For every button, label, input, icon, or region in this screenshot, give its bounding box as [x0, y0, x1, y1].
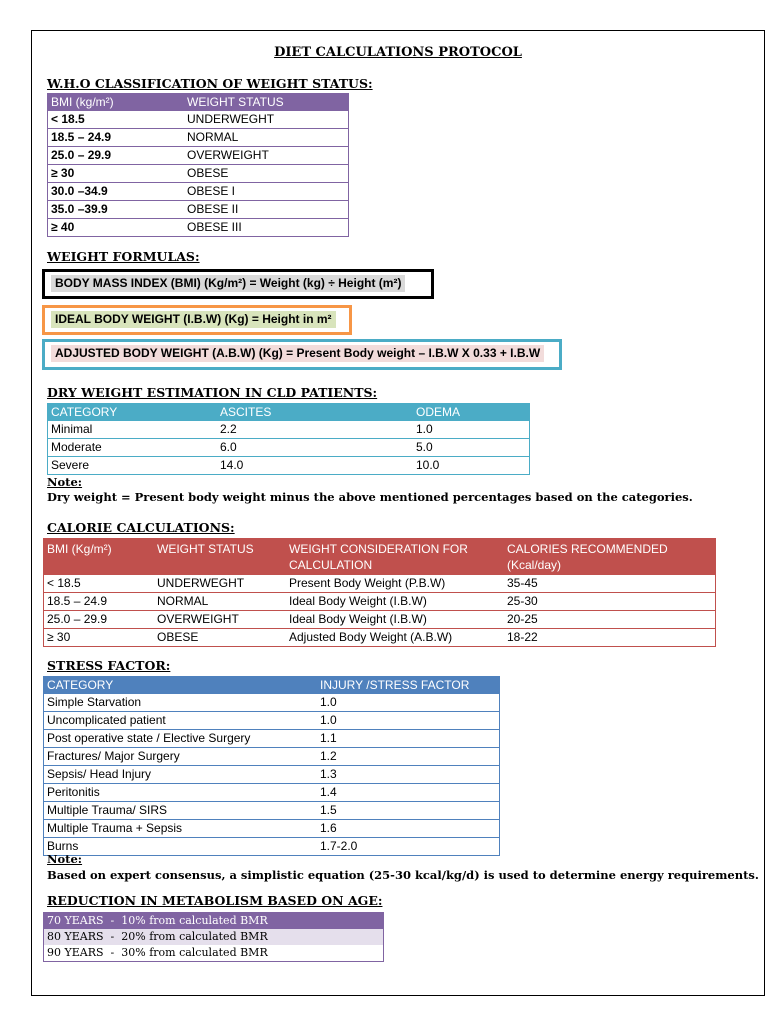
dry-note-label: Note:: [47, 475, 83, 489]
bmi-cell: < 18.5: [48, 111, 185, 129]
category-cell: Post operative state / Elective Surgery: [44, 730, 318, 748]
category-cell: Sepsis/ Head Injury: [44, 766, 318, 784]
abw-formula: ADJUSTED BODY WEIGHT (A.B.W) (Kg) = Present Body weight – I.B.W X 0.33 + I.B.W: [51, 345, 544, 362]
bmi-formula-box: [42, 269, 434, 299]
status-cell: NORMAL: [154, 593, 286, 611]
bmi-formula: BODY MASS INDEX (BMI) (Kg/m²) = Weight (kg) ÷ Height (m²): [51, 275, 405, 292]
factor-cell: 1.0: [317, 712, 500, 730]
table-row: [48, 147, 349, 165]
odema-cell: 5.0: [413, 439, 530, 457]
calories-cell: 35-45: [504, 575, 716, 593]
calorie-col-recommended: CALORIES RECOMMENDED (Kcal/day): [504, 539, 716, 576]
status-cell: NORMAL: [184, 129, 349, 147]
factor-cell: 1.0: [317, 694, 500, 712]
stress-table: [43, 676, 500, 856]
category-cell: Multiple Trauma + Sepsis: [44, 820, 318, 838]
stress-heading: STRESS FACTOR:: [47, 658, 171, 673]
category-cell: Simple Starvation: [44, 694, 318, 712]
calorie-col-status: WEIGHT STATUS: [154, 539, 286, 576]
age-heading: REDUCTION IN METABOLISM BASED ON AGE:: [47, 893, 383, 908]
bmi-cell: 30.0 –34.9: [48, 183, 185, 201]
table-row: [44, 712, 500, 730]
odema-cell: 1.0: [413, 421, 530, 439]
ibw-formula: IDEAL BODY WEIGHT (I.B.W) (Kg) = Height in m²: [51, 311, 336, 328]
table-row: [48, 219, 349, 237]
table-row: [48, 129, 349, 147]
stress-note-label: Note:: [47, 852, 83, 866]
category-cell: Multiple Trauma/ SIRS: [44, 802, 318, 820]
dry-table: [47, 403, 530, 475]
calories-cell: 18-22: [504, 629, 716, 647]
formulas-heading: WEIGHT FORMULAS:: [47, 249, 200, 264]
stress-col-factor: INJURY /STRESS FACTOR: [317, 677, 500, 695]
category-cell: Severe: [48, 457, 218, 475]
table-row: [44, 802, 500, 820]
table-row: [48, 165, 349, 183]
factor-cell: 1.7-2.0: [317, 838, 500, 856]
who-col-status: WEIGHT STATUS: [184, 94, 349, 112]
table-row: [48, 439, 530, 457]
table-row: [44, 575, 716, 593]
table-row: [48, 457, 530, 475]
abw-formula-box: [42, 339, 562, 370]
table-row: [44, 694, 500, 712]
table-row: [48, 201, 349, 219]
dry-col-odema: ODEMA: [413, 404, 530, 422]
table-row: [44, 929, 384, 945]
bmi-cell: 18.5 – 24.9: [44, 593, 155, 611]
status-cell: OVERWEIGHT: [184, 147, 349, 165]
status-cell: OVERWEIGHT: [154, 611, 286, 629]
category-cell: Uncomplicated patient: [44, 712, 318, 730]
consideration-cell: Present Body Weight (P.B.W): [286, 575, 504, 593]
table-row: [44, 784, 500, 802]
odema-cell: 10.0: [413, 457, 530, 475]
dry-col-category: CATEGORY: [48, 404, 218, 422]
dry-note-text: Dry weight = Present body weight minus the above mentioned percentages based on the categories.: [47, 490, 693, 504]
bmi-cell: ≥ 40: [48, 219, 185, 237]
document-page: [31, 30, 765, 996]
factor-cell: 1.4: [317, 784, 500, 802]
page-title: DIET CALCULATIONS PROTOCOL: [274, 45, 522, 60]
calorie-heading: CALORIE CALCULATIONS:: [47, 520, 235, 535]
who-heading: W.H.O CLASSIFICATION OF WEIGHT STATUS:: [47, 76, 373, 91]
dry-col-ascites: ASCITES: [217, 404, 413, 422]
consideration-cell: Adjusted Body Weight (A.B.W): [286, 629, 504, 647]
status-cell: UNDERWEGHT: [184, 111, 349, 129]
table-row: [44, 748, 500, 766]
table-row: [48, 421, 530, 439]
factor-cell: 1.5: [317, 802, 500, 820]
bmi-cell: 18.5 – 24.9: [48, 129, 185, 147]
category-cell: Moderate: [48, 439, 218, 457]
who-col-bmi: BMI (kg/m²): [48, 94, 185, 112]
table-row: [48, 183, 349, 201]
who-table: [47, 93, 349, 237]
bmi-cell: ≥ 30: [44, 629, 155, 647]
dry-heading: DRY WEIGHT ESTIMATION IN CLD PATIENTS:: [47, 385, 378, 400]
status-cell: OBESE I: [184, 183, 349, 201]
ibw-formula-box: [42, 305, 352, 335]
age-table: [43, 912, 384, 962]
ascites-cell: 14.0: [217, 457, 413, 475]
calories-cell: 25-30: [504, 593, 716, 611]
status-cell: OBESE: [184, 165, 349, 183]
table-row: [44, 611, 716, 629]
consideration-cell: Ideal Body Weight (I.B.W): [286, 593, 504, 611]
calorie-table: [43, 538, 716, 647]
calories-cell: 20-25: [504, 611, 716, 629]
status-cell: OBESE III: [184, 219, 349, 237]
factor-cell: 1.2: [317, 748, 500, 766]
ascites-cell: 6.0: [217, 439, 413, 457]
stress-col-category: CATEGORY: [44, 677, 318, 695]
bmi-cell: < 18.5: [44, 575, 155, 593]
category-cell: Peritonitis: [44, 784, 318, 802]
table-row: [44, 838, 500, 856]
category-cell: Fractures/ Major Surgery: [44, 748, 318, 766]
factor-cell: 1.1: [317, 730, 500, 748]
ascites-cell: 2.2: [217, 421, 413, 439]
stress-note-text: Based on expert consensus, a simplistic equation (25-30 kcal/kg/d) is used to determine energy requirements.: [47, 868, 759, 882]
table-row: [44, 913, 384, 930]
factor-cell: 1.3: [317, 766, 500, 784]
category-cell: Burns: [44, 838, 318, 856]
bmi-cell: 35.0 –39.9: [48, 201, 185, 219]
age-cell: 80 YEARS - 20% from calculated BMR: [44, 929, 384, 945]
bmi-cell: 25.0 – 29.9: [48, 147, 185, 165]
table-row: [44, 629, 716, 647]
consideration-cell: Ideal Body Weight (I.B.W): [286, 611, 504, 629]
table-row: [44, 730, 500, 748]
status-cell: UNDERWEGHT: [154, 575, 286, 593]
age-cell: 70 YEARS - 10% from calculated BMR: [44, 913, 384, 930]
category-cell: Minimal: [48, 421, 218, 439]
table-row: [48, 111, 349, 129]
status-cell: OBESE II: [184, 201, 349, 219]
table-row: [44, 766, 500, 784]
calorie-col-bmi: BMI (Kg/m²): [44, 539, 155, 576]
table-row: [44, 593, 716, 611]
bmi-cell: ≥ 30: [48, 165, 185, 183]
table-row: [44, 945, 384, 962]
calorie-col-consideration: WEIGHT CONSIDERATION FOR CALCULATION: [286, 539, 504, 576]
bmi-cell: 25.0 – 29.9: [44, 611, 155, 629]
factor-cell: 1.6: [317, 820, 500, 838]
status-cell: OBESE: [154, 629, 286, 647]
table-row: [44, 820, 500, 838]
age-cell: 90 YEARS - 30% from calculated BMR: [47, 946, 268, 959]
